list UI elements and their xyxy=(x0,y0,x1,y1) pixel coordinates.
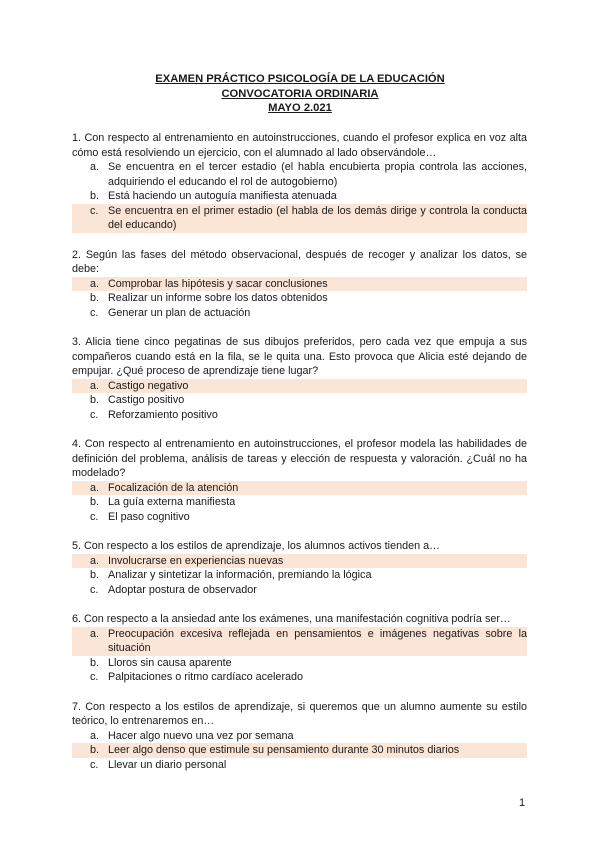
answer-option xyxy=(72,393,527,408)
answer-option-highlighted xyxy=(72,277,527,292)
answer-option-highlighted xyxy=(72,627,527,656)
option-letter: c. xyxy=(90,408,99,421)
option-letter: a. xyxy=(90,729,100,742)
answer-option xyxy=(72,495,527,510)
option-text: Comprobar las hipótesis y sacar conclusiones xyxy=(108,277,328,290)
option-list xyxy=(72,277,527,321)
option-text: Leer algo denso que estimule su pensamiento durante 30 minutos diarios xyxy=(108,744,460,756)
answer-option xyxy=(72,729,527,744)
option-letter: b. xyxy=(90,496,100,508)
option-text: Realizar un informe sobre los datos obtenidos xyxy=(108,292,328,304)
question-6 xyxy=(72,612,527,685)
exam-header xyxy=(0,72,600,116)
option-letter: b. xyxy=(90,394,100,406)
answer-option xyxy=(72,510,527,525)
answer-option xyxy=(72,291,527,306)
option-list xyxy=(72,481,527,525)
page-number: 1 xyxy=(519,797,526,809)
answer-option-highlighted xyxy=(72,481,527,496)
option-text: Llevar un diario personal xyxy=(108,758,227,771)
answer-option-highlighted xyxy=(72,743,527,758)
question-3 xyxy=(72,335,527,422)
option-text: Preocupación excesiva reflejada en pensamientos e imágenes negativas sobre la situación xyxy=(108,627,527,654)
option-text: La guía externa manifiesta xyxy=(108,496,236,508)
question-text: 1. Con respecto al entrenamiento en autoinstrucciones, cuando el profesor explica en voz alta cómo está resolviendo un ejercicio, con el alumnado al lado observándole… xyxy=(72,132,527,159)
option-text: Generar un plan de actuación xyxy=(108,306,251,319)
option-letter: a. xyxy=(72,379,108,394)
answer-option xyxy=(72,568,527,583)
option-letter: b. xyxy=(90,656,100,669)
answer-option xyxy=(72,656,527,671)
option-text: Analizar y sintetizar la información, premiando la lógica xyxy=(108,569,372,581)
answer-option xyxy=(72,670,527,685)
option-letter: c. xyxy=(72,204,108,233)
option-list xyxy=(72,729,527,773)
option-letter: b. xyxy=(90,190,100,202)
question-text: 5. Con respecto a los estilos de aprendizaje, los alumnos activos tienden a… xyxy=(72,540,440,552)
option-text: Adoptar postura de observador xyxy=(108,583,257,596)
option-text: Reforzamiento positivo xyxy=(108,408,218,421)
option-text: Hacer algo nuevo una vez por semana xyxy=(108,729,294,742)
option-text: El paso cognitivo xyxy=(108,510,190,523)
option-letter: a. xyxy=(72,277,108,292)
question-1 xyxy=(72,131,527,233)
answer-option-highlighted xyxy=(72,554,527,569)
option-letter: a. xyxy=(72,481,108,496)
option-text: Lloros sin causa aparente xyxy=(108,656,232,669)
option-letter: c. xyxy=(90,306,99,319)
option-letter: c. xyxy=(90,758,99,771)
exam-title: EXAMEN PRÁCTICO PSICOLOGÍA DE LA EDUCACIÓN xyxy=(155,73,445,85)
option-letter: b. xyxy=(90,569,100,581)
answer-option xyxy=(72,189,527,204)
option-letter: a. xyxy=(72,554,108,569)
option-letter: a. xyxy=(72,627,108,656)
option-text: Palpitaciones o ritmo cardíaco acelerado xyxy=(108,671,304,683)
question-list xyxy=(72,131,527,787)
question-2 xyxy=(72,248,527,321)
option-text: Castigo positivo xyxy=(108,394,185,406)
option-letter: c. xyxy=(90,583,99,596)
question-4 xyxy=(72,437,527,524)
option-list xyxy=(72,379,527,423)
answer-option xyxy=(72,306,527,321)
option-letter: b. xyxy=(72,743,108,758)
option-letter: b. xyxy=(90,292,100,304)
option-text: Se encuentra en el primer estadio (el habla de los demás dirige y controla la conducta del educando) xyxy=(108,204,527,231)
option-list xyxy=(72,160,527,233)
option-letter: c. xyxy=(90,671,99,683)
option-list xyxy=(72,554,527,598)
question-text: 3. Alicia tiene cinco pegatinas de sus dibujos preferidos, pero cada vez que empuja a sus compañeros cuando está en la fila, se le quita una. Esto provoca que Alicia esté dejando de empujar. ¿Qué proceso de aprendizaje tiene lugar? xyxy=(72,336,527,377)
answer-option-highlighted xyxy=(72,379,527,394)
question-7 xyxy=(72,700,527,773)
answer-option-highlighted xyxy=(72,204,527,233)
question-text: 2. Según las fases del método observacional, después de recoger y analizar los datos, se debe: xyxy=(72,248,527,275)
exam-session: CONVOCATORIA ORDINARIA xyxy=(221,87,379,100)
question-5 xyxy=(72,539,527,597)
exam-date: MAYO 2.021 xyxy=(268,102,332,114)
option-text: Se encuentra en el tercer estadio (el habla encubierta propia controla las acciones, adquiriendo el educando el rol de autogobierno) xyxy=(108,161,527,188)
option-text: Focalización de la atención xyxy=(108,481,239,494)
option-letter: a. xyxy=(90,161,100,173)
question-text: 7. Con respecto a los estilos de aprendizaje, si queremos que un alumno aumente su estilo teórico, lo entrenaremos en… xyxy=(72,700,527,727)
option-letter: c. xyxy=(90,510,99,523)
option-text: Está haciendo un autoguía manifiesta atenuada xyxy=(108,190,337,202)
question-text: 4. Con respecto al entrenamiento en autoinstrucciones, el profesor modela las habilidades de definición del problema, análisis de tareas y elección de respuesta y valoración. ¿Cuál no ha modelado? xyxy=(72,438,527,479)
answer-option xyxy=(72,160,527,189)
answer-option xyxy=(72,758,527,773)
answer-option xyxy=(72,583,527,598)
answer-option xyxy=(72,408,527,423)
option-text: Involucrarse en experiencias nuevas xyxy=(108,554,284,567)
option-list xyxy=(72,627,527,685)
question-text: 6. Con respecto a la ansiedad ante los exámenes, una manifestación cognitiva podría ser… xyxy=(72,613,511,625)
option-text: Castigo negativo xyxy=(108,379,189,392)
